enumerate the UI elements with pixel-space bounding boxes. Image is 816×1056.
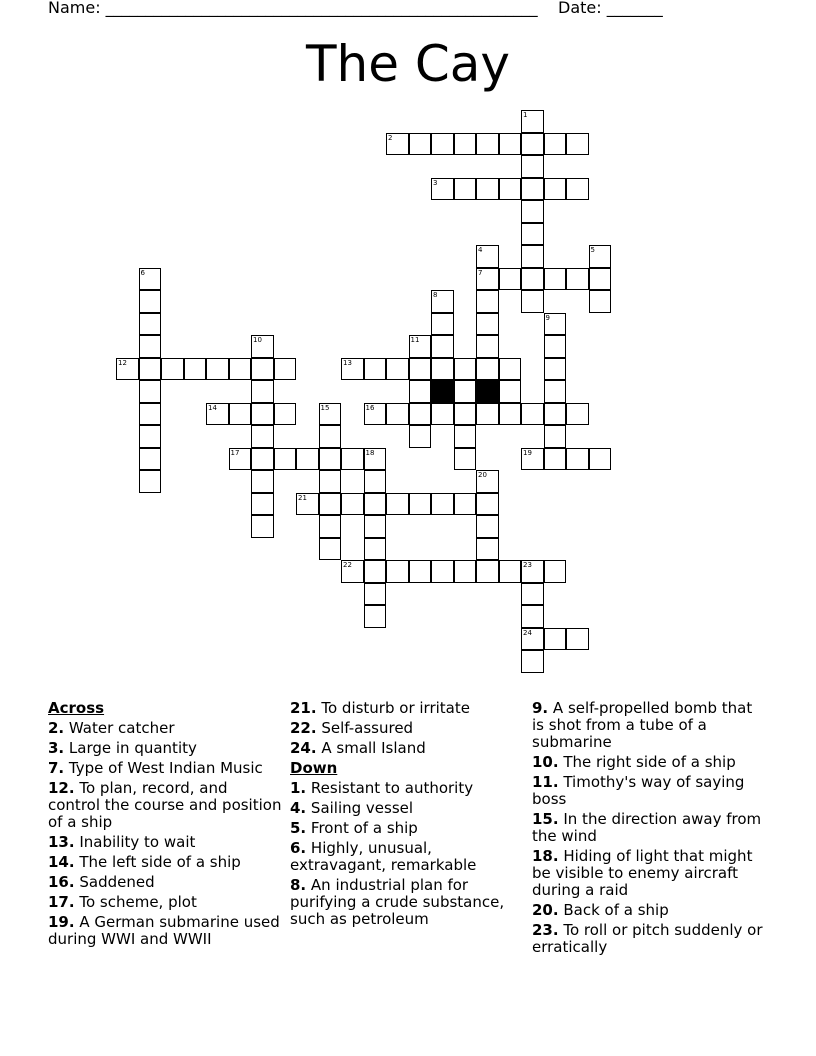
grid-cell[interactable] [364, 403, 387, 426]
clue-num: 3. [48, 739, 65, 757]
clue-number: 14 [208, 403, 217, 412]
grid-cell[interactable] [251, 380, 274, 403]
grid-cell[interactable] [544, 628, 567, 651]
grid-cell[interactable] [476, 470, 499, 493]
clue-item [48, 834, 283, 851]
grid-cell[interactable] [319, 515, 342, 538]
clue-number: 1 [523, 111, 528, 119]
grid-cell[interactable] [274, 358, 297, 381]
grid-cell[interactable] [476, 335, 499, 358]
grid-cell[interactable] [499, 560, 522, 583]
clue-text: Timothy's way of saying boss [532, 773, 745, 808]
grid-cell[interactable] [521, 448, 544, 471]
grid-cell[interactable] [544, 560, 567, 583]
clue-item [48, 760, 283, 777]
clue-item [532, 700, 764, 751]
grid-cell[interactable] [116, 358, 139, 381]
grid-cell[interactable] [319, 470, 342, 493]
clue-item [290, 700, 522, 717]
clue-num: 16. [48, 873, 75, 891]
clue-num: 19. [48, 913, 75, 931]
clue-item [532, 754, 764, 771]
clue-text: Front of a ship [310, 819, 418, 837]
grid-cell[interactable] [476, 178, 499, 201]
grid-cell[interactable] [251, 425, 274, 448]
clue-num: 8. [290, 876, 307, 894]
grid-cell[interactable] [499, 133, 522, 156]
clue-num: 6. [290, 839, 307, 857]
clue-num: 10. [532, 753, 559, 771]
clue-number: 22 [343, 561, 352, 569]
clue-item [532, 922, 764, 956]
clue-text: Saddened [79, 873, 155, 891]
grid-cell[interactable] [521, 583, 544, 606]
grid-cell[interactable] [319, 493, 342, 516]
grid-cell[interactable] [566, 268, 589, 291]
grid-cell[interactable] [139, 425, 162, 448]
clue-item [290, 840, 522, 874]
clue-text: Back of a ship [563, 901, 669, 919]
clue-number: 19 [523, 448, 532, 457]
grid-cell[interactable] [364, 448, 387, 471]
grid-cell[interactable] [364, 515, 387, 538]
grid-cell[interactable] [251, 493, 274, 516]
clue-text: To plan, record, and control the course and position of a ship [48, 779, 282, 831]
grid-cell[interactable] [544, 448, 567, 471]
clue-text: A self-propelled bomb that is shot from a tube of a submarine [532, 699, 753, 751]
clue-item [532, 811, 764, 845]
grid-cell[interactable] [521, 268, 544, 291]
grid-cell[interactable] [589, 290, 612, 313]
grid-cell[interactable] [544, 425, 567, 448]
clue-item [48, 720, 283, 737]
grid-cell[interactable] [386, 560, 409, 583]
grid-cell[interactable] [454, 178, 477, 201]
grid-cell[interactable] [319, 538, 342, 561]
grid-cell[interactable] [476, 515, 499, 538]
grid-cell[interactable] [139, 268, 162, 291]
grid-cell[interactable] [229, 403, 252, 426]
grid-cell[interactable] [364, 470, 387, 493]
grid-cell[interactable] [521, 290, 544, 313]
grid-cell[interactable] [341, 358, 364, 381]
grid-cell[interactable] [229, 358, 252, 381]
grid-cell[interactable] [566, 628, 589, 651]
clue-num: 24. [290, 739, 317, 757]
clue-text: A small Island [321, 739, 426, 757]
clue-text: To roll or pitch suddenly or erratically [532, 921, 763, 956]
clue-num: 12. [48, 779, 75, 797]
grid-cell[interactable] [161, 358, 184, 381]
clue-item [48, 874, 283, 891]
clue-number: 5 [590, 246, 595, 254]
grid-cell[interactable] [206, 358, 229, 381]
grid-cell[interactable] [364, 358, 387, 381]
grid-cell[interactable] [409, 425, 432, 448]
grid-cell[interactable] [274, 403, 297, 426]
grid-cell[interactable] [476, 493, 499, 516]
clue-number: 3 [433, 178, 438, 187]
clue-num: 11. [532, 773, 559, 791]
clue-item [290, 740, 522, 757]
clue-item [290, 720, 522, 737]
grid-cell[interactable] [499, 403, 522, 426]
clue-text: Sailing vessel [310, 799, 414, 817]
grid-cell[interactable] [296, 493, 319, 516]
grid-cell[interactable] [139, 358, 162, 381]
clue-num: 9. [532, 699, 549, 717]
clue-text: Water catcher [68, 719, 175, 737]
clue-text: An industrial plan for purifying a crude substance, such as petroleum [290, 876, 505, 928]
grid-cell[interactable] [364, 538, 387, 561]
grid-cell[interactable] [409, 560, 432, 583]
grid-cell[interactable] [476, 245, 499, 268]
grid-cell[interactable] [251, 335, 274, 358]
clue-num: 14. [48, 853, 75, 871]
grid-cell[interactable] [454, 403, 477, 426]
grid-cell[interactable] [431, 290, 454, 313]
clue-item [290, 877, 522, 928]
clue-number: 16 [365, 403, 375, 412]
clue-num: 20. [532, 901, 559, 919]
grid-cell[interactable] [454, 133, 477, 156]
clue-text: Inability to wait [79, 833, 196, 851]
clue-number: 13 [343, 358, 352, 367]
grid-cell[interactable] [139, 380, 162, 403]
grid-cell[interactable] [296, 448, 319, 471]
clue-num: 15. [532, 810, 559, 828]
clue-num: 2. [48, 719, 65, 737]
grid-cell[interactable] [139, 403, 162, 426]
grid-cell[interactable] [319, 448, 342, 471]
grid-cell[interactable] [476, 133, 499, 156]
grid-cell[interactable] [409, 493, 432, 516]
grid-cell[interactable] [409, 133, 432, 156]
page-title: The Cay [305, 35, 511, 93]
grid-cell[interactable] [476, 313, 499, 336]
grid-cell[interactable] [476, 268, 499, 291]
grid-cell[interactable] [544, 403, 567, 426]
grid-cell[interactable] [409, 358, 432, 381]
name-date-line[interactable]: Name: ______________________________________________________ Date: _______ [48, 0, 663, 17]
clue-item [48, 854, 283, 871]
grid-cell[interactable] [364, 560, 387, 583]
grid-cell[interactable] [476, 358, 499, 381]
grid-cell[interactable] [386, 493, 409, 516]
clue-text: In the direction away from the wind [532, 810, 762, 845]
grid-cell[interactable] [139, 290, 162, 313]
grid-cell[interactable] [544, 178, 567, 201]
grid-cell[interactable] [274, 448, 297, 471]
clue-item [48, 780, 283, 831]
clue-number: 21 [298, 493, 307, 502]
grid-cell[interactable] [566, 133, 589, 156]
grid-cell[interactable] [521, 245, 544, 268]
grid-cell[interactable] [521, 200, 544, 223]
grid-cell[interactable] [409, 403, 432, 426]
grid-cell[interactable] [476, 403, 499, 426]
clue-number: 18 [365, 448, 375, 457]
grid-cell[interactable] [341, 560, 364, 583]
clue-item [290, 780, 522, 797]
grid-cell[interactable] [499, 268, 522, 291]
grid-cell[interactable] [589, 268, 612, 291]
grid-cell[interactable] [454, 448, 477, 471]
grid-cell[interactable] [521, 223, 544, 246]
clue-number: 7 [478, 268, 483, 277]
clue-text: To scheme, plot [79, 893, 197, 911]
grid-cell[interactable] [139, 448, 162, 471]
clue-text: Large in quantity [68, 739, 197, 757]
section-heading-across: Across [48, 699, 105, 717]
grid-cell[interactable] [431, 493, 454, 516]
clue-text: To disturb or irritate [321, 699, 470, 717]
clue-text: The left side of a ship [79, 853, 241, 871]
grid-cell[interactable] [251, 403, 274, 426]
grid-cell[interactable] [544, 313, 567, 336]
grid-cell[interactable] [184, 358, 207, 381]
clue-number: 11 [410, 336, 420, 344]
clue-number: 24 [523, 628, 532, 637]
grid-cell[interactable] [409, 335, 432, 358]
grid-cell[interactable] [521, 403, 544, 426]
clue-item [48, 740, 283, 757]
black-cell [476, 380, 499, 403]
clue-text: Hiding of light that might be visible to enemy aircraft during a raid [532, 847, 753, 899]
clue-text: Highly, unusual, extravagant, remarkable [290, 839, 477, 874]
clue-number: 20 [478, 471, 487, 479]
clue-column-2 [290, 700, 522, 931]
grid-cell[interactable] [431, 403, 454, 426]
clue-num: 18. [532, 847, 559, 865]
grid-cell[interactable] [521, 605, 544, 628]
grid-cell[interactable] [476, 560, 499, 583]
grid-cell[interactable] [341, 448, 364, 471]
grid-cell[interactable] [386, 358, 409, 381]
grid-cell[interactable] [499, 380, 522, 403]
clue-num: 7. [48, 759, 65, 777]
clue-number: 10 [253, 336, 262, 344]
grid-cell[interactable] [139, 313, 162, 336]
clue-text: The right side of a ship [563, 753, 736, 771]
clue-item [48, 894, 283, 911]
grid-cell[interactable] [521, 155, 544, 178]
clue-number: 2 [388, 133, 393, 142]
grid-cell[interactable] [431, 335, 454, 358]
clue-number: 9 [545, 313, 550, 322]
clue-item [532, 848, 764, 899]
grid-cell[interactable] [431, 178, 454, 201]
clue-number: 15 [320, 403, 330, 412]
clue-num: 13. [48, 833, 75, 851]
grid-cell[interactable] [476, 290, 499, 313]
grid-cell[interactable] [431, 358, 454, 381]
clue-number: 6 [140, 268, 145, 277]
black-cell [431, 380, 454, 403]
clue-num: 23. [532, 921, 559, 939]
grid-cell[interactable] [476, 538, 499, 561]
grid-cell[interactable] [499, 358, 522, 381]
clue-item [532, 774, 764, 808]
grid-cell[interactable] [251, 448, 274, 471]
clue-number: 17 [230, 448, 240, 457]
clue-item [290, 800, 522, 817]
grid-cell[interactable] [319, 403, 342, 426]
grid-cell[interactable] [521, 110, 544, 133]
clue-item [48, 914, 283, 948]
clue-number: 23 [523, 561, 532, 569]
grid-cell[interactable] [364, 605, 387, 628]
grid-cell[interactable] [454, 425, 477, 448]
clue-num: 21. [290, 699, 317, 717]
grid-cell[interactable] [386, 133, 409, 156]
clue-item [290, 820, 522, 837]
grid-cell[interactable] [589, 448, 612, 471]
grid-cell[interactable] [251, 358, 274, 381]
clue-num: 17. [48, 893, 75, 911]
clue-number: 4 [478, 246, 483, 254]
clue-text: Self-assured [321, 719, 414, 737]
grid-cell[interactable] [454, 493, 477, 516]
clue-text: A German submarine used during WWI and WWII [48, 913, 280, 948]
clue-number: 12 [118, 358, 127, 367]
grid-cell[interactable] [319, 425, 342, 448]
clue-number: 8 [433, 291, 438, 299]
grid-cell[interactable] [544, 380, 567, 403]
grid-cell[interactable] [566, 403, 589, 426]
grid-cell[interactable] [521, 650, 544, 673]
grid-cell[interactable] [139, 470, 162, 493]
clue-text: Type of West Indian Music [68, 759, 263, 777]
grid-cell[interactable] [589, 245, 612, 268]
clue-column-3 [532, 700, 764, 959]
clue-num: 1. [290, 779, 307, 797]
grid-cell[interactable] [566, 448, 589, 471]
grid-cell[interactable] [454, 358, 477, 381]
clue-column-1 [48, 700, 283, 951]
grid-cell[interactable] [521, 178, 544, 201]
grid-cell[interactable] [544, 335, 567, 358]
clue-num: 4. [290, 799, 307, 817]
grid-cell[interactable] [566, 178, 589, 201]
grid-cell[interactable] [499, 178, 522, 201]
grid-cell[interactable] [544, 133, 567, 156]
grid-cell[interactable] [341, 493, 364, 516]
grid-cell[interactable] [409, 380, 432, 403]
grid-cell[interactable] [206, 403, 229, 426]
grid-cell[interactable] [431, 313, 454, 336]
grid-cell[interactable] [386, 403, 409, 426]
grid-cell[interactable] [454, 380, 477, 403]
grid-cell[interactable] [544, 268, 567, 291]
grid-cell[interactable] [364, 583, 387, 606]
grid-cell[interactable] [251, 470, 274, 493]
grid-cell[interactable] [544, 358, 567, 381]
clue-item [532, 902, 764, 919]
grid-cell[interactable] [139, 335, 162, 358]
grid-cell[interactable] [454, 560, 477, 583]
grid-cell[interactable] [364, 493, 387, 516]
grid-cell[interactable] [431, 560, 454, 583]
clue-text: Resistant to authority [310, 779, 474, 797]
grid-cell[interactable] [251, 515, 274, 538]
section-heading-down: Down [290, 759, 338, 777]
clue-num: 22. [290, 719, 317, 737]
grid-cell[interactable] [431, 133, 454, 156]
grid-cell[interactable] [521, 133, 544, 156]
clue-num: 5. [290, 819, 307, 837]
grid-cell[interactable] [521, 560, 544, 583]
grid-cell[interactable] [521, 628, 544, 651]
grid-cell[interactable] [229, 448, 252, 471]
